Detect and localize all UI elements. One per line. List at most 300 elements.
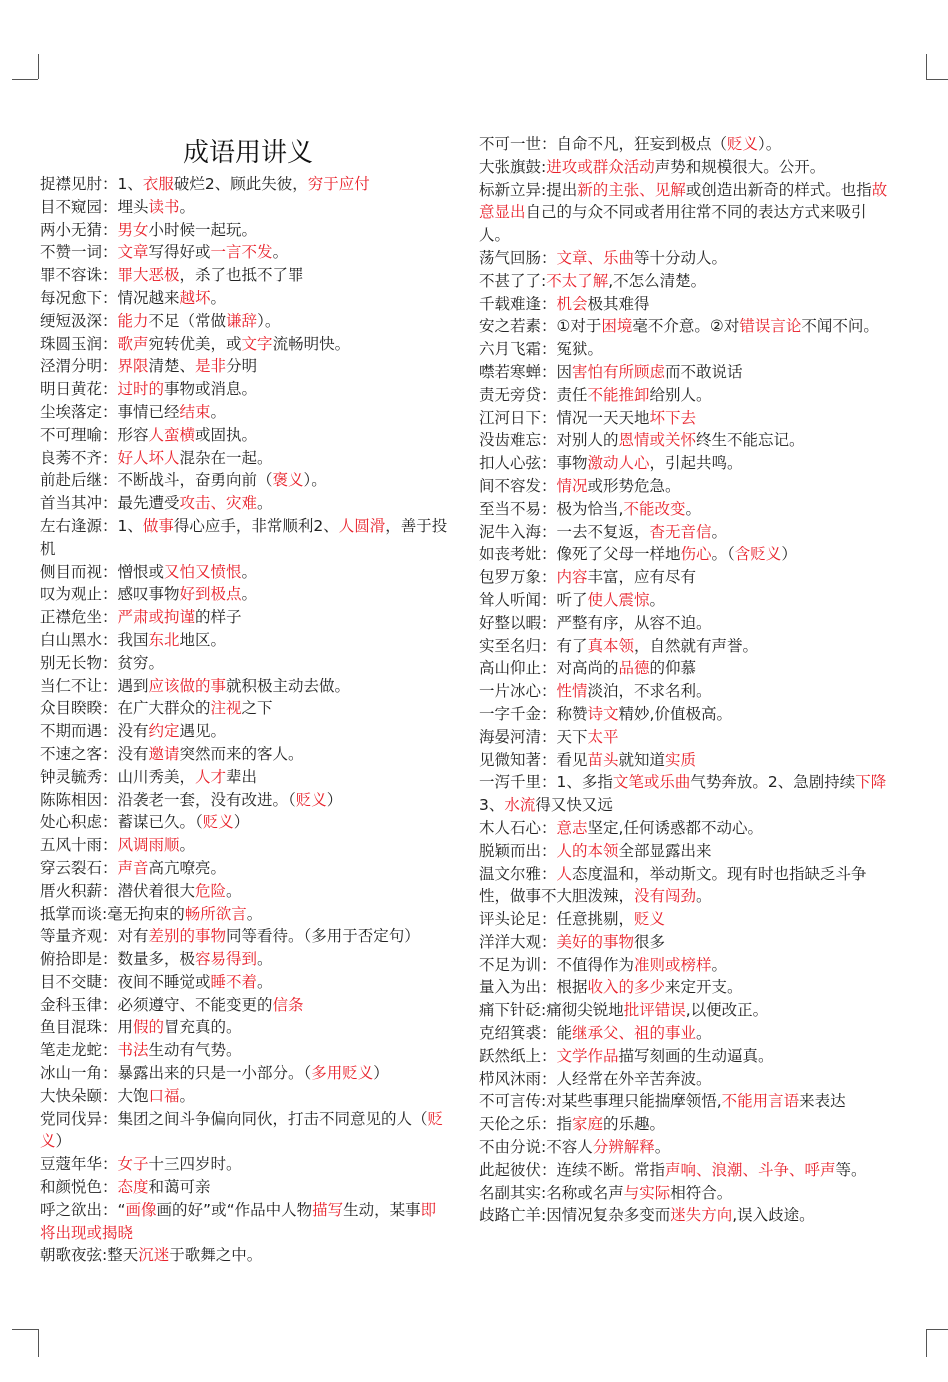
- idiom-entry: [40, 1153, 448, 1176]
- idiom-entry: [40, 697, 448, 720]
- plain-text: 。: [246, 904, 263, 923]
- idiom-entry: [40, 994, 448, 1017]
- highlight-text: 即将出现或揭晓: [40, 1200, 437, 1242]
- idiom-entry: [479, 908, 889, 931]
- idiom-entry: [479, 498, 889, 521]
- plain-text: 耸人听闻：听了: [479, 590, 588, 609]
- plain-text: 抵掌而谈:毫无拘束的: [40, 904, 185, 923]
- plain-text: ，自然就有声誉。: [634, 636, 759, 655]
- idiom-entry: [40, 880, 448, 903]
- plain-text: 泾渭分明：: [40, 357, 118, 376]
- plain-text: 。: [272, 243, 289, 262]
- idiom-entry: [479, 521, 889, 544]
- plain-text: 两小无猜：: [40, 220, 118, 239]
- idiom-entry: [479, 703, 889, 726]
- highlight-text: 褒义: [272, 471, 304, 490]
- idiom-entry: [40, 925, 448, 948]
- highlight-text: 人圆滑: [338, 516, 386, 535]
- highlight-text: 不能用言语: [721, 1092, 800, 1111]
- plain-text: 捉襟见肘：1、: [40, 175, 143, 193]
- idiom-entry: [40, 629, 448, 652]
- plain-text: 笔走龙蛇：: [40, 1041, 118, 1060]
- highlight-text: 害怕有所顾虑: [572, 362, 666, 381]
- plain-text: 五风十雨：: [40, 836, 118, 855]
- idiom-entry: [40, 447, 448, 470]
- plain-text: 豆蔻年华：: [40, 1155, 118, 1174]
- highlight-text: 下降: [855, 773, 887, 792]
- plain-text: 没齿难忘：对别人的: [479, 431, 619, 450]
- plain-text: 等。: [835, 1160, 867, 1179]
- highlight-text: 约定: [148, 722, 180, 741]
- plain-text: ）。: [303, 471, 327, 490]
- idiom-entry: [479, 589, 889, 612]
- plain-text: 不甚了了:: [479, 271, 547, 290]
- highlight-text: 邀请: [148, 744, 180, 763]
- highlight-text: 好到极点: [179, 585, 242, 604]
- plain-text: 不闻不问。: [801, 317, 879, 336]
- highlight-text: 太平: [587, 727, 619, 746]
- crop-mark-bottom-left-h: [12, 1329, 38, 1330]
- idiom-entry: [479, 1068, 889, 1091]
- plain-text: 态度温和，举动斯文。现有时也指缺乏斗争性，做事不大胆泼辣，: [479, 864, 867, 906]
- idiom-entry: [40, 1039, 448, 1062]
- idiom-entry: [479, 1204, 889, 1227]
- highlight-text: 结束: [179, 402, 211, 421]
- idiom-entry: [479, 749, 889, 772]
- idiom-entry: [479, 612, 889, 635]
- plain-text: 遇见。: [179, 722, 227, 741]
- plain-text: 很多: [634, 932, 666, 951]
- plain-text: 。: [210, 288, 227, 307]
- plain-text: ）。: [257, 311, 281, 330]
- right-column: [479, 133, 889, 1227]
- highlight-text: 收入的多少: [587, 978, 666, 997]
- plain-text: 鱼目混珠：用: [40, 1018, 134, 1037]
- idiom-entry: [479, 429, 889, 452]
- plain-text: 气势奔放。2、急剧持续: [690, 773, 856, 792]
- plain-text: 。: [696, 887, 712, 906]
- plain-text: 江河日下：情况一天天地: [479, 408, 650, 427]
- plain-text: 高山仰止：对高尚的: [479, 659, 619, 678]
- idiom-entry: [40, 766, 448, 789]
- idiom-entry: [479, 315, 889, 338]
- idiom-entry: [479, 817, 889, 840]
- highlight-text: 水流: [504, 796, 536, 815]
- idiom-entry: [40, 378, 448, 401]
- idiom-entry: [479, 247, 889, 270]
- plain-text: 好整以暇：严整有序，从容不迫。: [479, 613, 712, 632]
- idiom-entry: [40, 834, 448, 857]
- idiom-entry: [479, 1045, 889, 1068]
- plain-text: 坚定,任何诱惑都不动心。: [587, 818, 763, 837]
- highlight-text: 注视: [210, 699, 242, 718]
- plain-text: 地区。: [179, 630, 227, 649]
- idiom-entry: [40, 857, 448, 880]
- crop-mark-bottom-right-v: [926, 1329, 927, 1357]
- highlight-text: 实质: [665, 750, 697, 769]
- idiom-entry: [40, 333, 448, 356]
- plain-text: 叹为观止：感叹事物: [40, 585, 180, 604]
- highlight-text: 读书: [148, 197, 180, 216]
- idiom-entry: [40, 583, 448, 606]
- plain-text: 。: [241, 562, 258, 581]
- plain-text: 的样子: [195, 608, 242, 627]
- highlight-text: 激动人心: [587, 454, 650, 473]
- plain-text: 不足（常做: [148, 311, 227, 330]
- plain-text: 见微知著：看见: [479, 750, 588, 769]
- idiom-entry: [479, 384, 889, 407]
- plain-text: 栉风沐雨：人经常在外辛苦奔波。: [479, 1069, 712, 1088]
- highlight-text: 使人震惊: [587, 590, 650, 609]
- plain-text: 之下: [241, 699, 273, 718]
- highlight-text: 进攻或群众活动: [546, 157, 655, 176]
- idiom-entry: [479, 475, 889, 498]
- plain-text: 明日黄花：: [40, 380, 118, 399]
- plain-text: 不赞一词：: [40, 243, 118, 262]
- plain-text: 不由分说:不容人: [479, 1138, 593, 1157]
- plain-text: 不可一世：自命不凡，狂妄到极点（: [479, 135, 728, 153]
- highlight-text: 不能推卸: [587, 385, 650, 404]
- plain-text: 责无旁贷：责任: [479, 385, 588, 404]
- highlight-text: 应该做的事: [148, 676, 227, 695]
- highlight-text: 品德: [618, 659, 650, 678]
- highlight-text: 含贬义: [734, 545, 782, 564]
- highlight-text: 错误言论: [739, 317, 802, 336]
- plain-text: 突然而来的客人。: [179, 744, 304, 763]
- plain-text: 党同伐异：集团之间斗争偏向同伙，打击不同意见的人（: [40, 1109, 428, 1128]
- plain-text: 分明: [226, 357, 258, 376]
- plain-text: 珠圆玉润：: [40, 334, 118, 353]
- plain-text: 金科玉律：必须遵守、不能变更的: [40, 995, 273, 1014]
- highlight-text: 贬义: [40, 1109, 444, 1151]
- idiom-entry: [40, 561, 448, 584]
- plain-text: 混杂在一起。: [179, 448, 273, 467]
- idiom-entry: [40, 1016, 448, 1039]
- plain-text: 洋洋大观：: [479, 932, 557, 951]
- highlight-text: 歌声: [117, 334, 149, 353]
- plain-text: 破烂2、顾此失彼，: [173, 175, 308, 193]
- highlight-text: 恩情或关怀: [618, 431, 697, 450]
- highlight-text: 文章: [117, 243, 149, 262]
- highlight-text: 坏下去: [649, 408, 697, 427]
- crop-mark-bottom-left-v: [38, 1329, 39, 1357]
- idiom-entry: [479, 635, 889, 658]
- plain-text: 或创造出新奇的样式。也指: [685, 180, 872, 199]
- highlight-text: 贬义: [202, 813, 234, 832]
- plain-text: 。: [257, 972, 273, 991]
- highlight-text: 批评错误: [623, 1001, 686, 1020]
- plain-text: 大快朵颐：大饱: [40, 1086, 149, 1105]
- plain-text: 得心应手，非常顺利2、: [173, 516, 339, 535]
- plain-text: 白山黑水：我国: [40, 630, 149, 649]
- plain-text: 如丧考妣：像死了父母一样地: [479, 545, 681, 564]
- highlight-text: 人蛮横: [148, 425, 196, 444]
- idiom-entry: [479, 407, 889, 430]
- highlight-text: 声音: [117, 858, 149, 877]
- plain-text: 正襟危坐：: [40, 608, 118, 627]
- highlight-text: 与实际: [623, 1183, 671, 1202]
- highlight-text: 男女: [117, 220, 149, 239]
- highlight-text: 衣服: [142, 175, 174, 193]
- plain-text: 宛转优美，或: [148, 334, 242, 353]
- idiom-entry: [40, 720, 448, 743]
- idiom-entry: [479, 452, 889, 475]
- highlight-text: 不太了解: [546, 271, 609, 290]
- idiom-entry: [479, 931, 889, 954]
- plain-text: 就知道: [618, 750, 666, 769]
- idiom-entry: [40, 903, 448, 926]
- plain-text: 。: [696, 1024, 712, 1043]
- plain-text: 冰山一角：暴露出来的只是一小部分。（: [40, 1064, 312, 1083]
- plain-text: 。: [257, 494, 273, 513]
- crop-mark-top-left-h: [12, 79, 38, 80]
- plain-text: 呼之欲出：“: [40, 1200, 126, 1219]
- highlight-text: 又怕又愤恨: [164, 562, 242, 581]
- plain-text: 描写刻画的生动逼真。: [618, 1046, 774, 1065]
- plain-text: 当仁不让：遇到: [40, 676, 149, 695]
- idiom-entry: [40, 515, 448, 561]
- plain-text: 生动，某事: [343, 1200, 421, 1219]
- idiom-entry: [479, 179, 889, 247]
- plain-text: 海晏河清：天下: [479, 727, 588, 746]
- highlight-text: 文学作品: [556, 1046, 619, 1065]
- idiom-entry: [479, 771, 889, 817]
- idiom-entry: [40, 606, 448, 629]
- plain-text: 侧目而视：憎恨或: [40, 562, 165, 581]
- highlight-text: 罪大恶极: [117, 266, 180, 285]
- highlight-text: 伤心: [680, 545, 712, 564]
- idiom-entry: [40, 424, 448, 447]
- plain-text: 。: [711, 522, 728, 541]
- idiom-entry: [40, 1108, 448, 1154]
- plain-text: 。: [210, 402, 227, 421]
- highlight-text: 信条: [272, 995, 304, 1014]
- highlight-text: 睡不着: [210, 972, 258, 991]
- highlight-text: 好人坏人: [117, 448, 180, 467]
- plain-text: 名副其实:名称或名声: [479, 1183, 624, 1202]
- plain-text: 。: [179, 1086, 196, 1105]
- idiom-entry: [479, 954, 889, 977]
- highlight-text: 文字: [241, 334, 273, 353]
- idiom-entry: [479, 976, 889, 999]
- plain-text: 。: [226, 881, 242, 900]
- plain-text: 冒充真的。: [164, 1018, 242, 1037]
- plain-text: 丰富，应有尽有: [587, 568, 697, 587]
- plain-text: 十三四岁时。: [148, 1155, 242, 1174]
- highlight-text: 人才: [195, 767, 227, 786]
- plain-text: 就积极主动去做。: [226, 676, 351, 695]
- plain-text: 荡气回肠：: [479, 248, 557, 267]
- plain-text: 得又快又远: [535, 796, 613, 815]
- highlight-text: 女子: [117, 1155, 149, 1174]
- plain-text: 不期而遇：没有: [40, 722, 149, 741]
- idiom-entry: [40, 355, 448, 378]
- plain-text: 首当其冲：最先遭受: [40, 494, 180, 513]
- highlight-text: 苗头: [587, 750, 619, 769]
- plain-text: 相符合。: [670, 1183, 733, 1202]
- highlight-text: 越坏: [179, 288, 211, 307]
- highlight-text: 危险: [195, 881, 227, 900]
- plain-text: 终生不能忘记。: [696, 431, 805, 450]
- plain-text: 间不容发：: [479, 476, 557, 495]
- plain-text: 实至名归：有了: [479, 636, 588, 655]
- plain-text: 众目睽睽：在广大群众的: [40, 699, 211, 718]
- plain-text: 。: [711, 955, 728, 974]
- idiom-entry: [479, 338, 889, 361]
- plain-text: 温文尔雅：: [479, 864, 557, 883]
- plain-text: 来定开支。: [665, 978, 743, 997]
- plain-text: 。: [241, 585, 258, 604]
- plain-text: 自己的与众不同或者用往常不同的表达方式来吸引人。: [479, 203, 867, 245]
- plain-text: ）: [373, 1064, 389, 1083]
- idiom-entry: [479, 133, 889, 156]
- highlight-text: 容易得到: [195, 950, 258, 969]
- idiom-entry: [40, 948, 448, 971]
- plain-text: 。（: [711, 545, 735, 564]
- highlight-text: 困境: [601, 317, 633, 336]
- highlight-text: 声响、浪潮、斗争、呼声: [665, 1160, 836, 1179]
- highlight-text: 东北: [148, 630, 180, 649]
- highlight-text: 贬义: [727, 135, 759, 153]
- highlight-text: 书法: [117, 1041, 149, 1060]
- plain-text: 厝火积薪：潜伏着很大: [40, 881, 196, 900]
- plain-text: 不足为训：不值得作为: [479, 955, 635, 974]
- highlight-text: 做事: [142, 516, 174, 535]
- plain-text: 的仰慕: [649, 659, 697, 678]
- plain-text: 良莠不齐：: [40, 448, 118, 467]
- plain-text: 。: [179, 836, 196, 855]
- plain-text: 流畅明快。: [272, 334, 351, 353]
- highlight-text: 新的主张、见解: [577, 180, 686, 199]
- plain-text: 别无长物：贫穷。: [40, 653, 165, 672]
- plain-text: ）: [326, 790, 343, 809]
- highlight-text: 文章、乐曲: [556, 248, 635, 267]
- plain-text: 辈出: [226, 767, 258, 786]
- plain-text: ）: [781, 545, 797, 564]
- plain-text: 安之若素：①对于: [479, 317, 602, 336]
- plain-text: 。: [685, 499, 701, 518]
- idiom-entry: [40, 811, 448, 834]
- highlight-text: 一言不发: [210, 243, 273, 262]
- highlight-text: 口福: [148, 1086, 180, 1105]
- crop-mark-top-right-v: [926, 54, 927, 79]
- plain-text: 扣人心弦：事物: [479, 454, 588, 473]
- plain-text: 或形势危急。: [587, 476, 681, 495]
- highlight-text: 情况: [556, 476, 588, 495]
- highlight-text: 意志: [556, 818, 588, 837]
- plain-text: 天伦之乐：指: [479, 1115, 573, 1134]
- highlight-text: 准则或榜样: [634, 955, 712, 974]
- plain-text: ）: [55, 1132, 72, 1151]
- idiom-entry: [40, 264, 448, 287]
- idiom-entry: [40, 196, 448, 219]
- highlight-text: 人: [556, 864, 573, 883]
- highlight-text: 分辨解释: [592, 1138, 655, 1157]
- plain-text: 写得好或: [148, 243, 211, 262]
- crop-mark-bottom-right-h: [926, 1329, 948, 1330]
- plain-text: 此起彼伏：连续不断。常指: [479, 1160, 666, 1179]
- plain-text: 事物或消息。: [164, 380, 258, 399]
- plain-text: 痛下针砭:痛彻尖锐地: [479, 1001, 624, 1020]
- idiom-entry: [40, 219, 448, 242]
- crop-mark-top-left-v: [38, 54, 39, 79]
- plain-text: 极其难得: [587, 294, 650, 313]
- idiom-entry: [40, 652, 448, 675]
- plain-text: 。: [649, 590, 666, 609]
- highlight-text: 文笔或乐曲: [612, 773, 691, 792]
- highlight-text: 画像: [125, 1200, 157, 1219]
- plain-text: 尘埃落定：事情已经: [40, 402, 180, 421]
- highlight-text: 态度: [117, 1178, 149, 1197]
- plain-text: 而不敢说话: [665, 362, 743, 381]
- idiom-entry: [40, 1244, 448, 1267]
- plain-text: ，善于投机: [40, 516, 448, 558]
- highlight-text: 沉迷: [138, 1246, 170, 1265]
- highlight-text: 机会: [556, 294, 588, 313]
- plain-text: 每况愈下：情况越来: [40, 288, 180, 307]
- highlight-text: 没有闯劲: [634, 887, 697, 906]
- idiom-entry: [479, 1136, 889, 1159]
- highlight-text: 是非: [195, 357, 227, 376]
- plain-text: 和颜悦色：: [40, 1178, 118, 1197]
- plain-text: 全部显露出来: [618, 841, 712, 860]
- plain-text: 穿云裂石：: [40, 858, 118, 877]
- plain-text: 目不交睫：夜间不睡觉或: [40, 972, 211, 991]
- idiom-entry: [40, 743, 448, 766]
- highlight-text: 性情: [556, 682, 588, 701]
- idiom-entry: [479, 543, 889, 566]
- plain-text: 同等看待。（多用于否定句）: [226, 927, 420, 946]
- plain-text: 的乐趣。: [603, 1115, 666, 1134]
- plain-text: 六月飞霜：冤狱。: [479, 340, 604, 359]
- idiom-entry: [40, 492, 448, 515]
- highlight-text: 故意显出: [479, 180, 888, 222]
- idiom-entry: [40, 1199, 448, 1245]
- plain-text: ）: [233, 813, 250, 832]
- plain-text: ）。: [758, 135, 782, 153]
- highlight-text: 界限: [117, 357, 149, 376]
- highlight-text: 真本领: [587, 636, 635, 655]
- plain-text: 朝歌夜弦:整天: [40, 1246, 139, 1265]
- plain-text: 一泻千里：1、多指: [479, 773, 613, 792]
- plain-text: 处心积虑：蓄谋已久。（: [40, 813, 203, 832]
- plain-text: 于歌舞之中。: [169, 1246, 263, 1265]
- idiom-entry: [40, 241, 448, 264]
- plain-text: 给别人。: [649, 385, 712, 404]
- highlight-text: 畅所欲言: [184, 904, 247, 923]
- plain-text: 和蔼可亲: [148, 1178, 211, 1197]
- plain-text: ，杀了也抵不了罪: [179, 266, 304, 285]
- highlight-text: 内容: [556, 568, 588, 587]
- highlight-text: 描写: [312, 1200, 344, 1219]
- highlight-text: 多用贬义: [311, 1064, 374, 1083]
- plain-text: 大张旗鼓:: [479, 157, 547, 176]
- page-title: 成语用讲义: [182, 138, 313, 168]
- plain-text: 千载难逢：: [479, 294, 557, 313]
- idiom-entry: [479, 657, 889, 680]
- highlight-text: 不能改变: [623, 499, 686, 518]
- left-idiom-list: [40, 173, 448, 1267]
- idiom-entry: [479, 1113, 889, 1136]
- plain-text: 等十分动人。: [634, 248, 728, 267]
- plain-text: 绠短汲深：: [40, 311, 118, 330]
- plain-text: 前赴后继：不断战斗，奋勇向前（: [40, 471, 273, 490]
- plain-text: 精妙,价值极高。: [618, 704, 732, 723]
- plain-text: 或固执。: [195, 425, 258, 444]
- highlight-text: 继承父、祖的事业: [572, 1024, 697, 1043]
- plain-text: 陈陈相因：沿袭老一套，没有改进。（: [40, 790, 296, 809]
- plain-text: 等量齐观：对有: [40, 927, 149, 946]
